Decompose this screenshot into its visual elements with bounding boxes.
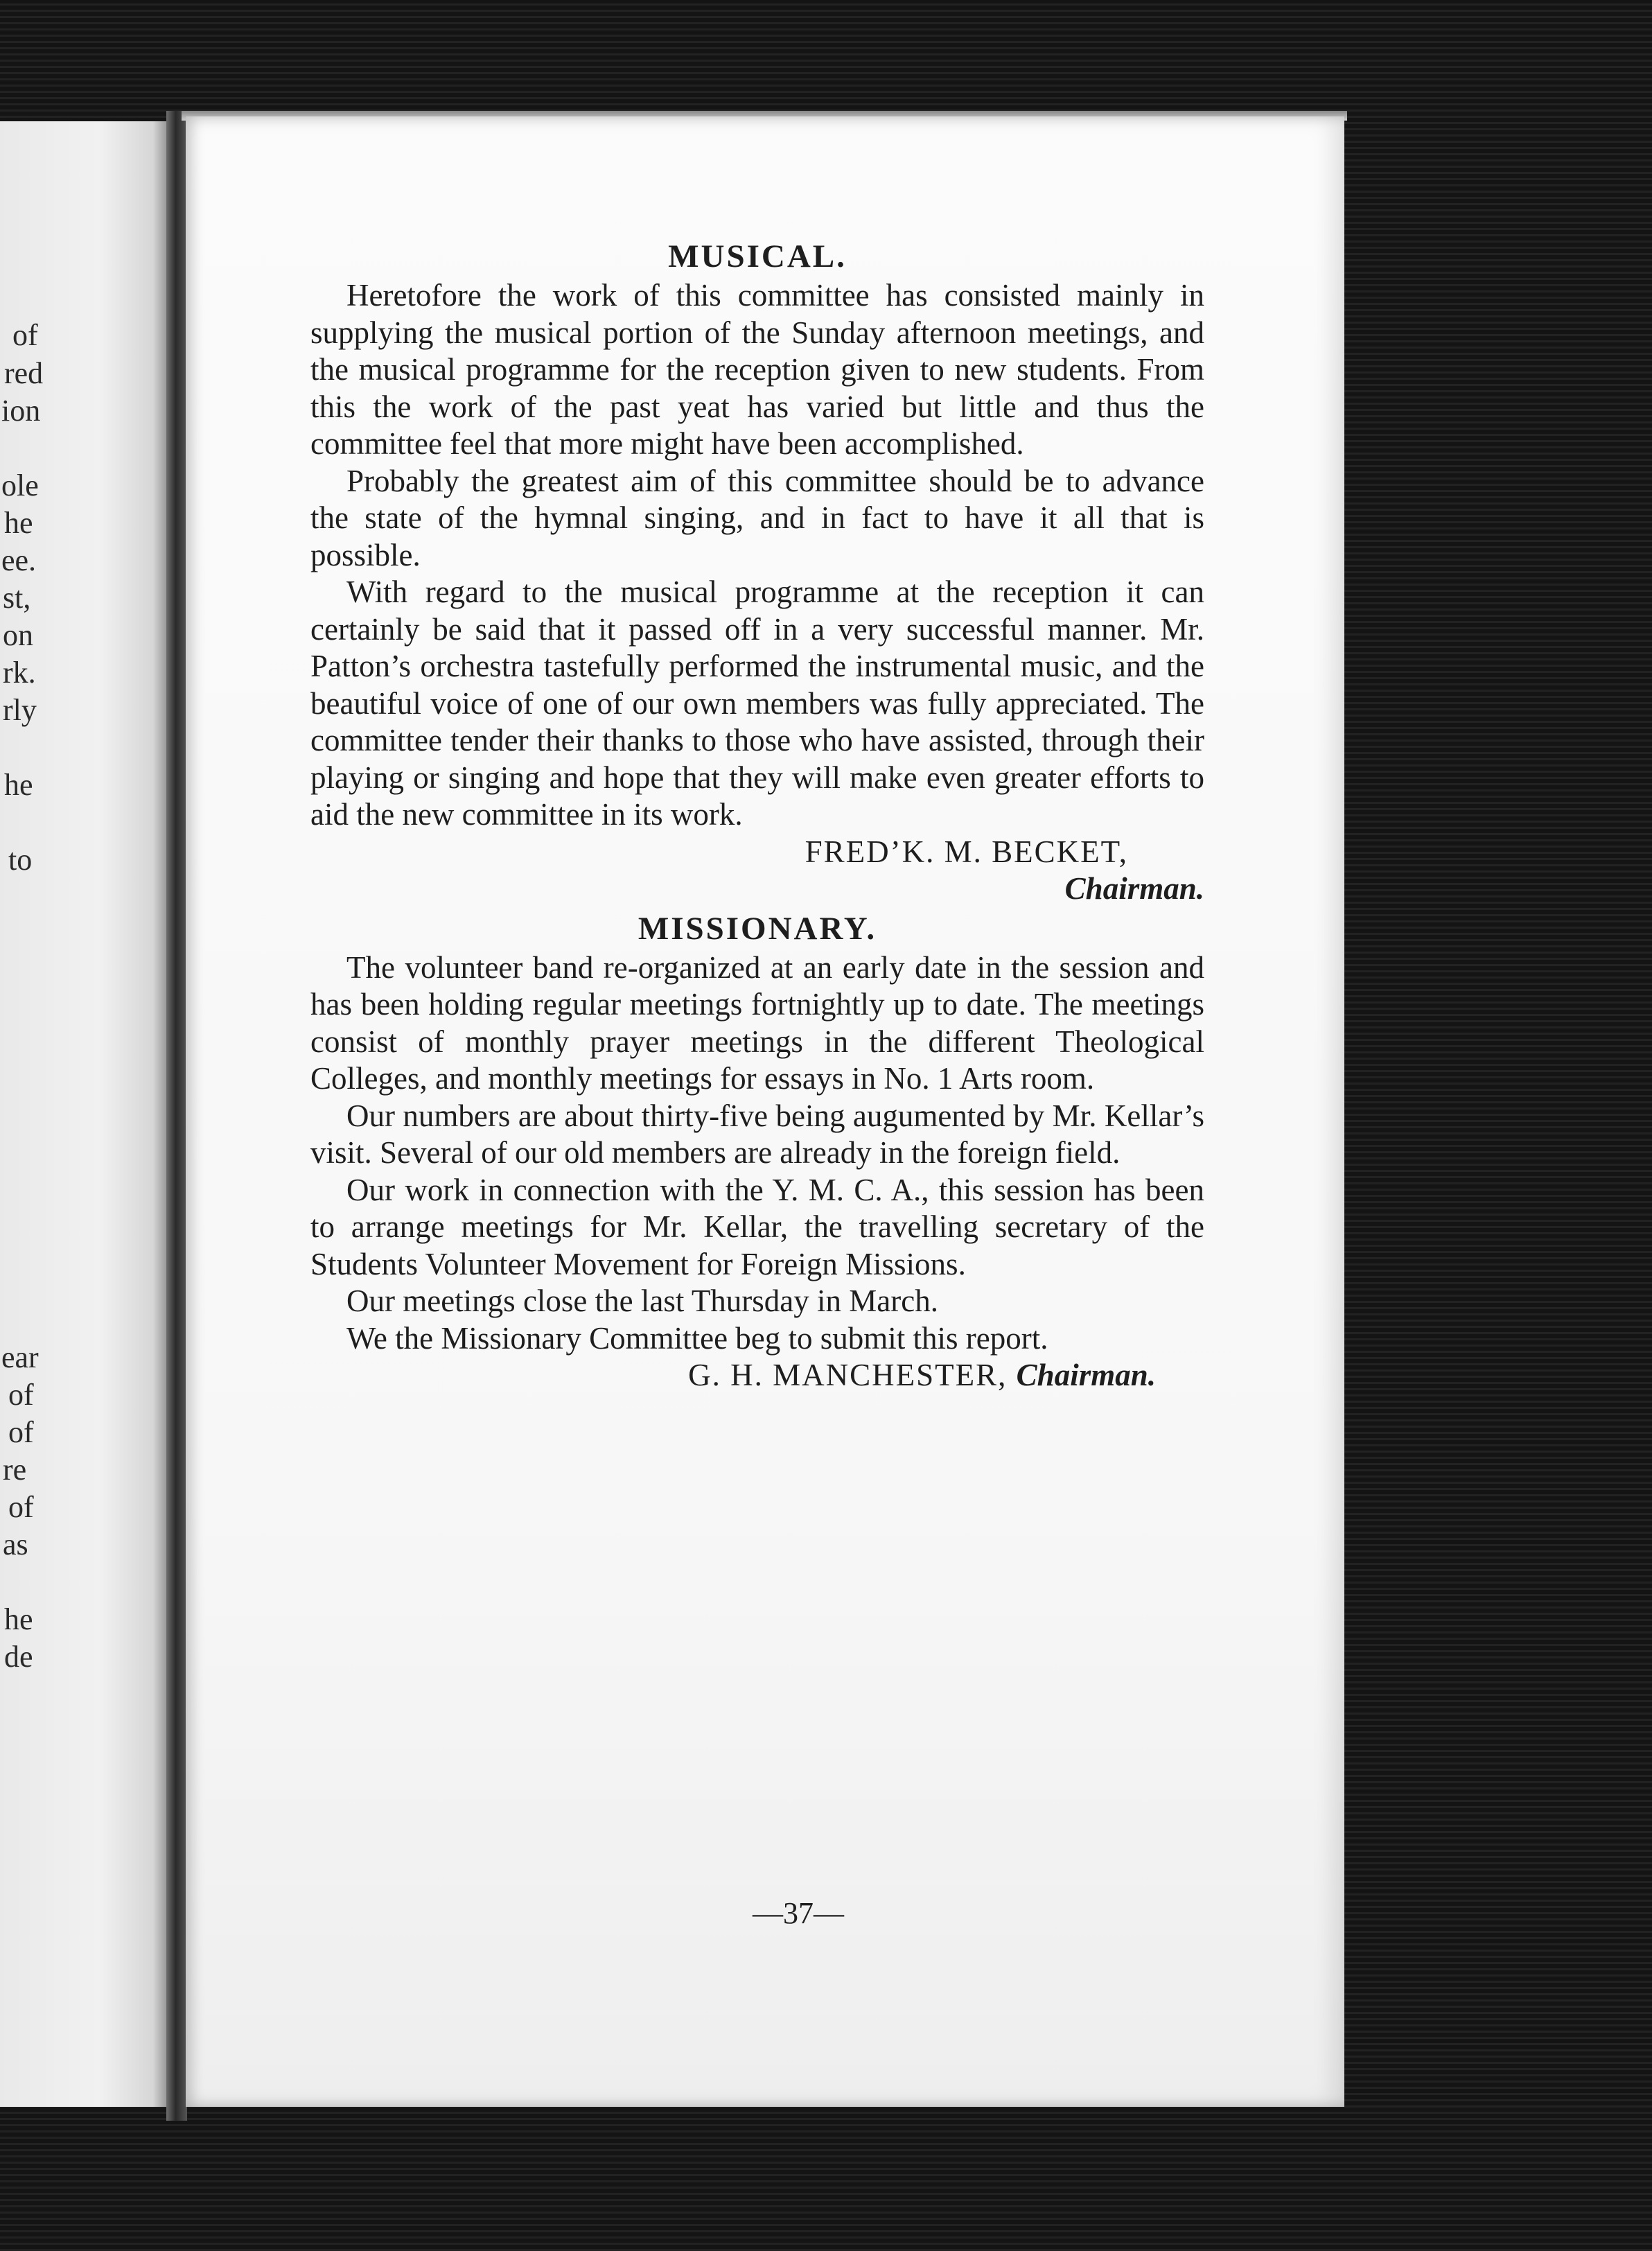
left-fragment: of: [12, 318, 38, 352]
missionary-paragraph: Our meetings close the last Thursday in March.: [346, 1284, 938, 1318]
musical-signature-title: Chairman.: [1064, 871, 1204, 906]
left-fragment: ion: [1, 394, 41, 428]
left-fragment: of: [8, 1490, 34, 1524]
missionary-signature: [310, 1357, 1204, 1394]
missionary-signature-name: G. H. MANCHESTER,: [688, 1358, 1008, 1392]
book-gutter: [166, 111, 187, 2121]
left-fragment: rk.: [3, 656, 36, 690]
missionary-heading: MISSIONARY.: [638, 910, 877, 947]
missionary-signature-title: Chairman.: [1016, 1358, 1156, 1392]
left-fragment: he: [4, 506, 33, 540]
left-fragment: red: [4, 356, 44, 390]
left-fragment: re: [3, 1453, 27, 1487]
page-number: —37—: [753, 1896, 844, 1930]
left-fragment: he: [4, 768, 33, 802]
left-fragment: on: [3, 618, 33, 652]
left-fragment: ear: [1, 1340, 39, 1374]
musical-paragraph: Heretofore the work of this committee has consisted mainly in supplying the musical portion of the Sunday afternoon meetings, and the musical programme for the reception given to new students. From this the work of the past yeat has varied but little and thus the committee feel that more might have been accomplished.: [310, 278, 1204, 461]
page-text: [310, 236, 1204, 1394]
missionary-paragraph: Our numbers are about thirty-five being augumented by Mr. Kellar’s visit. Several of our old members are already in the foreign field.: [310, 1098, 1204, 1170]
left-fragment: de: [4, 1640, 33, 1674]
musical-paragraph: With regard to the musical programme at the reception it can certainly be said that it passed off in a very successful manner. Mr. Patton’s orchestra tastefully performed the instrumental music, and the beautiful voice of one of our own members was fully appreciated. The committee tender their thanks to those who have assisted, through their playing or singing and hope that they will make even greater efforts to aid the new committee in its work.: [310, 575, 1204, 832]
left-fragment: of: [8, 1378, 34, 1412]
musical-heading: MUSICAL.: [668, 238, 847, 274]
musical-signature-name: FRED’K. M. BECKET,: [805, 834, 1128, 869]
left-fragment: ole: [1, 468, 39, 502]
missionary-paragraph: We the Missionary Committee beg to submit this report.: [346, 1320, 1048, 1356]
musical-paragraph: Probably the greatest aim of this committee should be to advance the state of the hymnal singing, and in fact to have it all that is possible.: [310, 463, 1204, 572]
missionary-paragraph: Our work in connection with the Y. M. C. A., this session has been to arrange meetings for Mr. Kellar, the travelling secretary of the Students Volunteer Movement for Foreign Missions.: [310, 1172, 1204, 1281]
left-facing-page: [0, 121, 166, 2107]
left-fragment: of: [8, 1415, 34, 1449]
missionary-paragraph: The volunteer band re-organized at an early date in the session and has been holding regular meetings fortnightly up to date. The meetings consist of monthly prayer meetings in the different Theological Colleges, and monthly meetings for essays in No. 1 Arts room.: [310, 949, 1204, 1096]
left-fragment: as: [3, 1527, 28, 1561]
left-fragment: he: [4, 1602, 33, 1636]
left-fragment: to: [8, 843, 33, 877]
left-fragment: rly: [3, 693, 37, 727]
left-fragment: ee.: [1, 543, 37, 577]
left-fragment: st,: [3, 581, 31, 615]
